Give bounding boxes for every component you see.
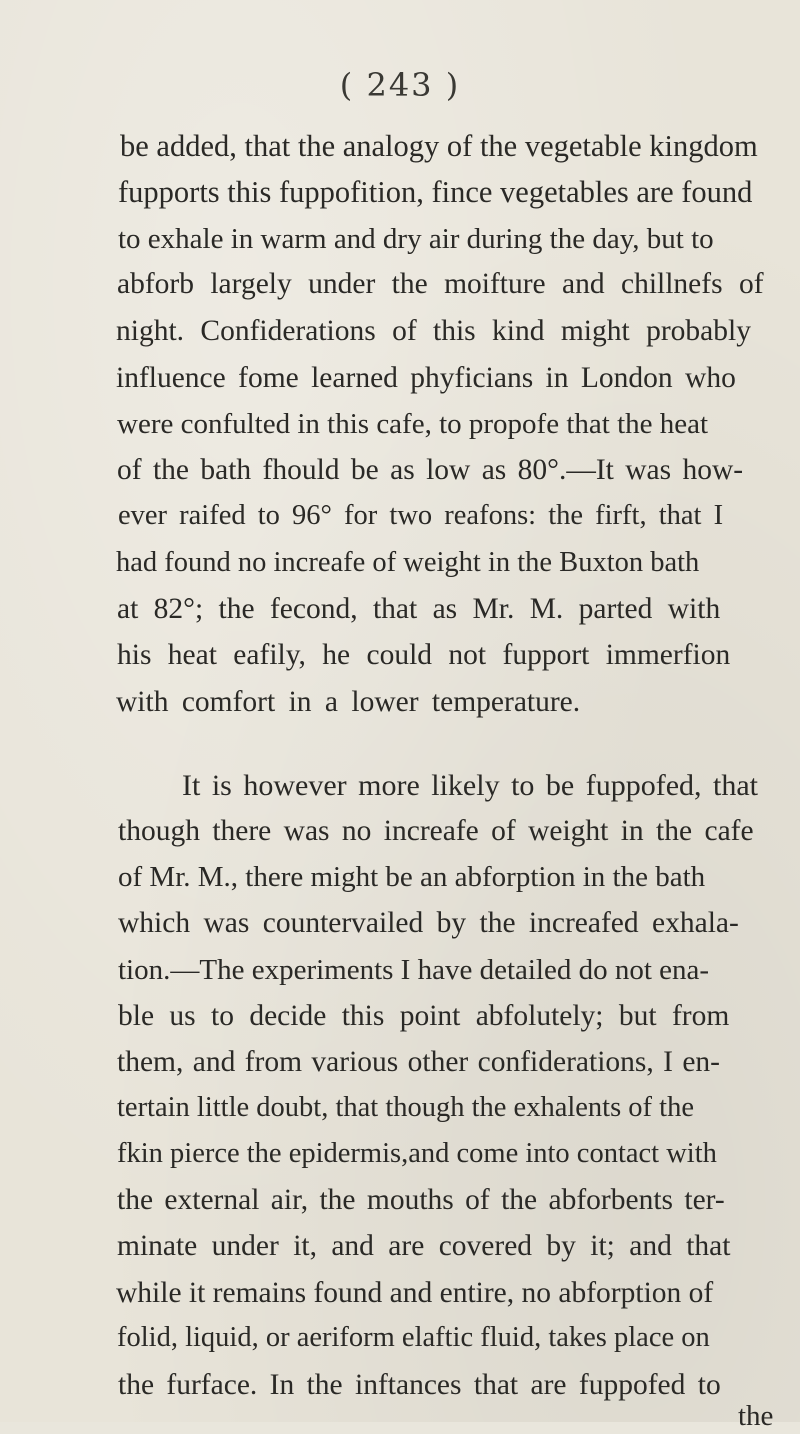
text-line: ever raifed to 96° for two reafons: the firft, that I xyxy=(118,500,724,531)
text-line: them, and from various other confiderations, I en- xyxy=(117,1046,720,1078)
text-line: tion.—The experiments I have detailed do not ena- xyxy=(118,954,710,986)
text-line: night. Confiderations of this kind might probably xyxy=(116,315,751,347)
text-line: be added, that the analogy of the vegetable kingdom xyxy=(120,129,758,163)
text-line: the furface. In the inftances that are fuppofed to xyxy=(118,1369,721,1401)
text-line: folid, liquid, or aeriform elaftic fluid, takes place on xyxy=(117,1322,710,1353)
text-line: were confulted in this cafe, to propofe that the heat xyxy=(117,408,709,440)
text-line: his heat eafily, he could not fupport immerfion xyxy=(117,639,731,671)
text-line: to exhale in warm and dry air during the day, but to xyxy=(118,223,714,255)
text-line: at 82°; the fecond, that as Mr. M. parted with xyxy=(117,593,721,625)
text-line: with comfort in a lower temperature. xyxy=(116,686,581,718)
text-line: the external air, the mouths of the abforbents ter- xyxy=(117,1184,725,1216)
text-line: of Mr. M., there might be an abforption in the bath xyxy=(118,861,706,893)
text-line: while it remains found and entire, no abforption of xyxy=(116,1277,714,1309)
text-line: minate under it, and are covered by it; and that xyxy=(117,1230,731,1262)
text-line: which was countervailed by the increafed exhala- xyxy=(118,907,739,939)
text-line: ble us to decide this point abfolutely; but from xyxy=(118,1000,730,1032)
catchword: the xyxy=(738,1400,774,1432)
text-line: It is however more likely to be fuppofed, that xyxy=(182,769,759,802)
text-line: influence fome learned phyficians in London who xyxy=(116,362,736,394)
text-line: fupports this fuppofition, fince vegetables are found xyxy=(118,175,753,209)
text-line: of the bath fhould be as low as 80°.—It was how- xyxy=(117,454,744,486)
text-line: abforb largely under the moifture and chillnefs of xyxy=(117,268,764,300)
page-number-header: ( 243 ) xyxy=(339,66,461,104)
text-line: tertain little doubt, that though the exhalents of the xyxy=(117,1092,694,1123)
text-line: though there was no increafe of weight in the cafe xyxy=(118,815,754,847)
text-line: had found no increafe of weight in the Buxton bath xyxy=(116,547,700,578)
text-line: fkin pierce the epidermis,and come into contact with xyxy=(117,1138,717,1169)
